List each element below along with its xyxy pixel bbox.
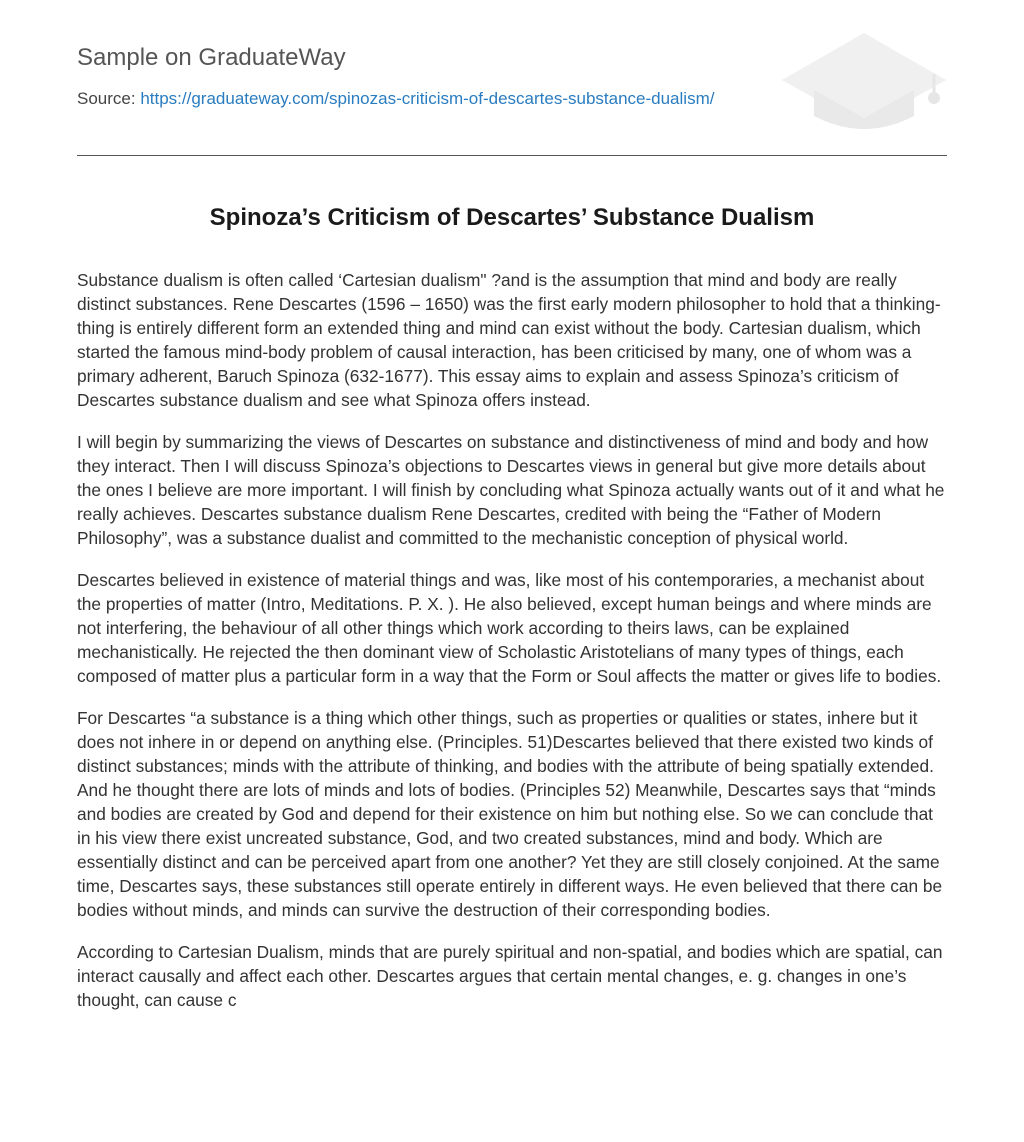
- paragraph-5: According to Cartesian Dualism, minds that are purely spiritual and non-spatial, and bodies which are spatial, can interact causally and affect each other. Descartes argues that certain mental changes, e. g. changes in one’s thought, can cause c: [77, 942, 943, 1010]
- source-line: [77, 89, 714, 109]
- page-header: [77, 0, 947, 156]
- paragraph-2: I will begin by summarizing the views of Descartes on substance and distinctiveness of mind and body and how they interact. Then I will discuss Spinoza’s objections to Descartes views in general but give more details about the ones I believe are more important. I will finish by concluding what Spinoza actually wants out of it and what he really achieves. Descartes substance dualism Rene Descartes, credited with being the “Father of Modern Philosophy”, was a substance dualist and committed to the mechanistic conception of physical world.: [77, 432, 945, 548]
- source-link[interactable]: https://graduateway.com/spinozas-criticism-of-descartes-substance-dualism/: [140, 89, 715, 108]
- site-name: Sample on GraduateWay: [77, 44, 346, 71]
- source-label: Source:: [77, 89, 136, 108]
- paragraph-1: Substance dualism is often called ‘Cartesian dualism" ?and is the assumption that mind and body are really distinct substances. Rene Descartes (1596 – 1650) was the first early modern philosopher to hold that a thinking-thing is entirely different form an extended thing and mind can exist without the body. Cartesian dualism, which started the famous mind-body problem of causal interaction, has been criticised by many, one of whom was a primary adherent, Baruch Spinoza (632-1677). This essay aims to explain and assess Spinoza’s criticism of Descartes substance dualism and see what Spinoza offers instead.: [77, 270, 941, 410]
- article-title: Spinoza’s Criticism of Descartes’ Substance Dualism: [209, 204, 815, 231]
- graduation-cap-icon: [780, 30, 948, 134]
- article-body: [77, 268, 949, 1102]
- header-divider: [77, 155, 947, 156]
- paragraph-4: For Descartes “a substance is a thing which other things, such as properties or qualities or states, inhere but it does not inhere in or depend on anything else. (Principles. 51)Descartes believed that there existed two kinds of distinct substances; minds with the attribute of thinking, and bodies with the attribute of being spatially extended. And he thought there are lots of minds and lots of bodies. (Principles 52) Meanwhile, Descartes says that “minds and bodies are created by God and depend for their existence on him but nothing else. So we can conclude that in his view there exist uncreated substance, God, and two created substances, mind and body. Which are essentially distinct and can be perceived apart from one another? Yet they are still closely conjoined. At the same time, Descartes says, these substances still operate entirely in different ways. He even believed that there can be bodies without minds, and minds can survive the destruction of their corresponding bodies.: [77, 708, 943, 920]
- paragraph-3: Descartes believed in existence of material things and was, like most of his contemporaries, a mechanist about the properties of matter (Intro, Meditations. P. X. ). He also believed, except human beings and where minds are not interfering, the behaviour of all other things which work according to theirs laws, can be explained mechanistically. He rejected the then dominant view of Scholastic Aristotelians of many types of things, each composed of matter plus a particular form in a way that the Form or Soul affects the matter or gives life to bodies.: [77, 570, 942, 686]
